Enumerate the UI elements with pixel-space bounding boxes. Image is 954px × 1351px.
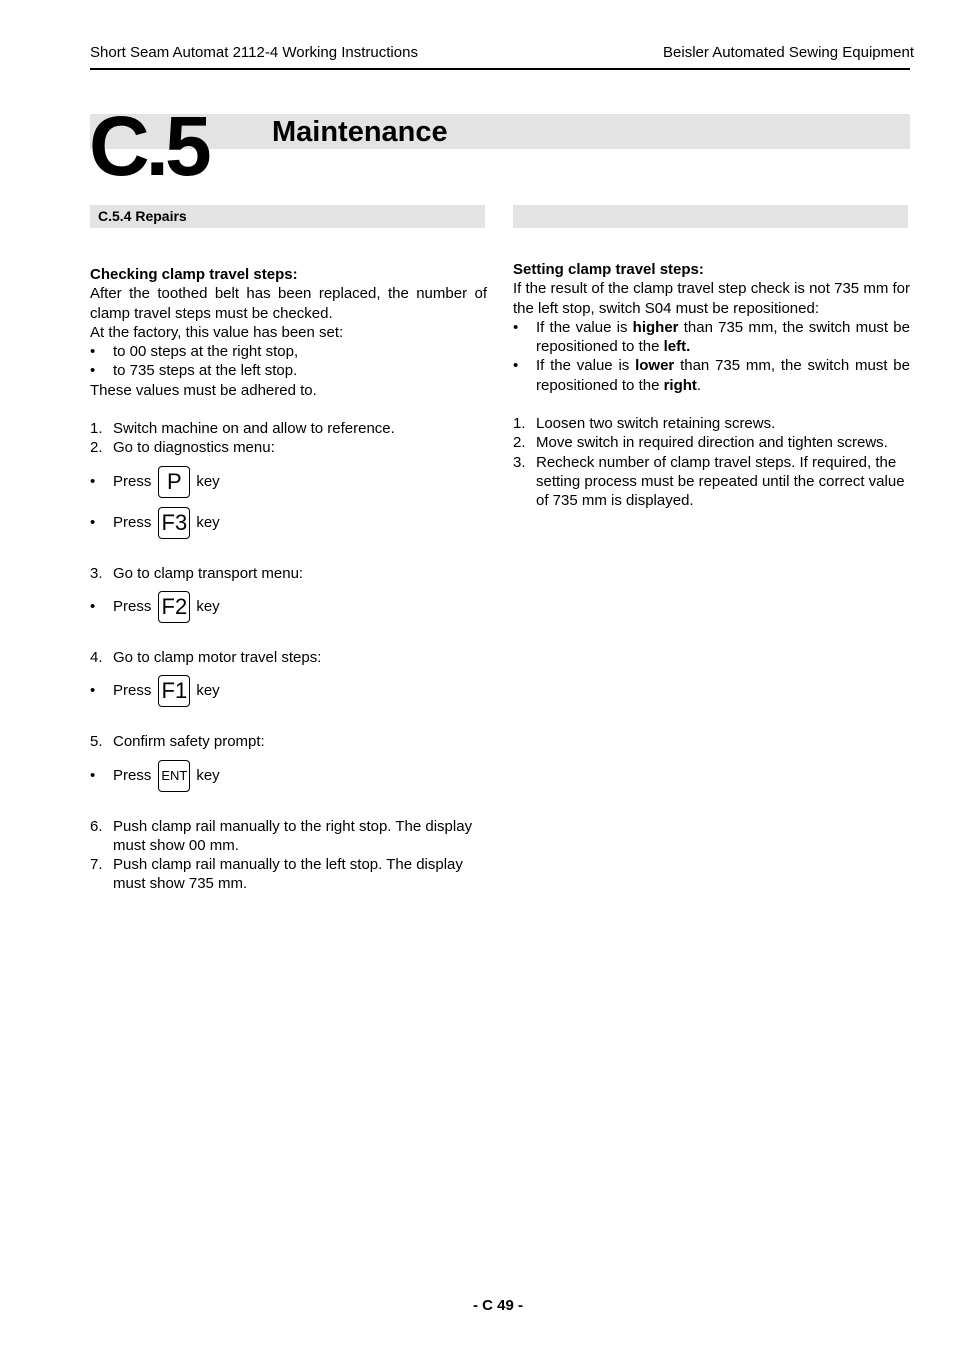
step-item: 5. Confirm safety prompt: (90, 733, 265, 751)
key-ent-icon: ENT (158, 760, 190, 792)
step-item: 3. Recheck number of clamp travel steps. If required, the setting process must be repeated until the correct value of 735 mm is displayed. (513, 453, 905, 510)
chapter-title: Maintenance (272, 116, 448, 148)
header-rule (90, 68, 910, 70)
factory-bullet: • to 00 steps at the right stop, (90, 343, 299, 361)
right-column (513, 260, 910, 511)
step-item: 1. Loosen two switch retaining screws. (513, 415, 776, 433)
setting-heading: Setting clamp travel steps: (513, 261, 704, 278)
step-item: 2. Move switch in required direction and tighten screws. (513, 434, 888, 452)
checking-heading: Checking clamp travel steps: (90, 266, 298, 283)
key-p-icon: P (158, 466, 190, 498)
section-bar-right (513, 205, 908, 228)
checking-intro-2: At the factory, this value has been set: (90, 323, 344, 341)
header-document-title: Short Seam Automat 2112-4 Working Instructions (90, 44, 418, 61)
setting-bullet: • If the value is lower than 735 mm, the switch must be repositioned to the right. (513, 357, 910, 394)
step-item: 6. Push clamp rail manually to the right stop. The display must show 00 mm. (90, 817, 473, 854)
press-key-instruction: • Press F1 key (90, 674, 487, 708)
chapter-title-band (90, 114, 910, 149)
factory-bullet: • to 735 steps at the left stop. (90, 362, 298, 380)
checking-intro-3: These values must be adhered to. (90, 381, 317, 399)
setting-intro: If the result of the clamp travel step check is not 735 mm for the left stop, switch S04 must be repositioned: (513, 280, 910, 317)
chapter-number: C.5 (89, 99, 208, 193)
step-item: 3. Go to clamp transport menu: (90, 564, 304, 582)
press-key-instruction: • Press F2 key (90, 590, 487, 624)
checking-intro-1: After the toothed belt has been replaced, the number of clamp travel steps must be checked. (90, 285, 487, 322)
step-item: 2. Go to diagnostics menu: (90, 439, 275, 457)
page-number: - C 49 - (472, 1297, 523, 1314)
left-column (90, 265, 487, 894)
setting-bullet: • If the value is higher than 735 mm, the switch must be repositioned to the left. (513, 318, 910, 356)
step-item: 1. Switch machine on and allow to reference. (90, 420, 395, 438)
press-key-instruction: • Press F3 key (90, 506, 487, 540)
key-f1-icon: F1 (158, 675, 190, 707)
press-key-instruction: • Press ENT key (90, 759, 487, 793)
press-key-instruction: • Press P key (90, 465, 487, 499)
step-item: 7. Push clamp rail manually to the left stop. The display must show 735 mm. (90, 856, 463, 893)
header-company-name: Beisler Automated Sewing Equipment (663, 44, 914, 61)
section-label: C.5.4 Repairs (98, 208, 187, 224)
section-bar-left (90, 205, 485, 228)
step-item: 4. Go to clamp motor travel steps: (90, 648, 322, 666)
key-f3-icon: F3 (158, 507, 190, 539)
key-f2-icon: F2 (158, 591, 190, 623)
